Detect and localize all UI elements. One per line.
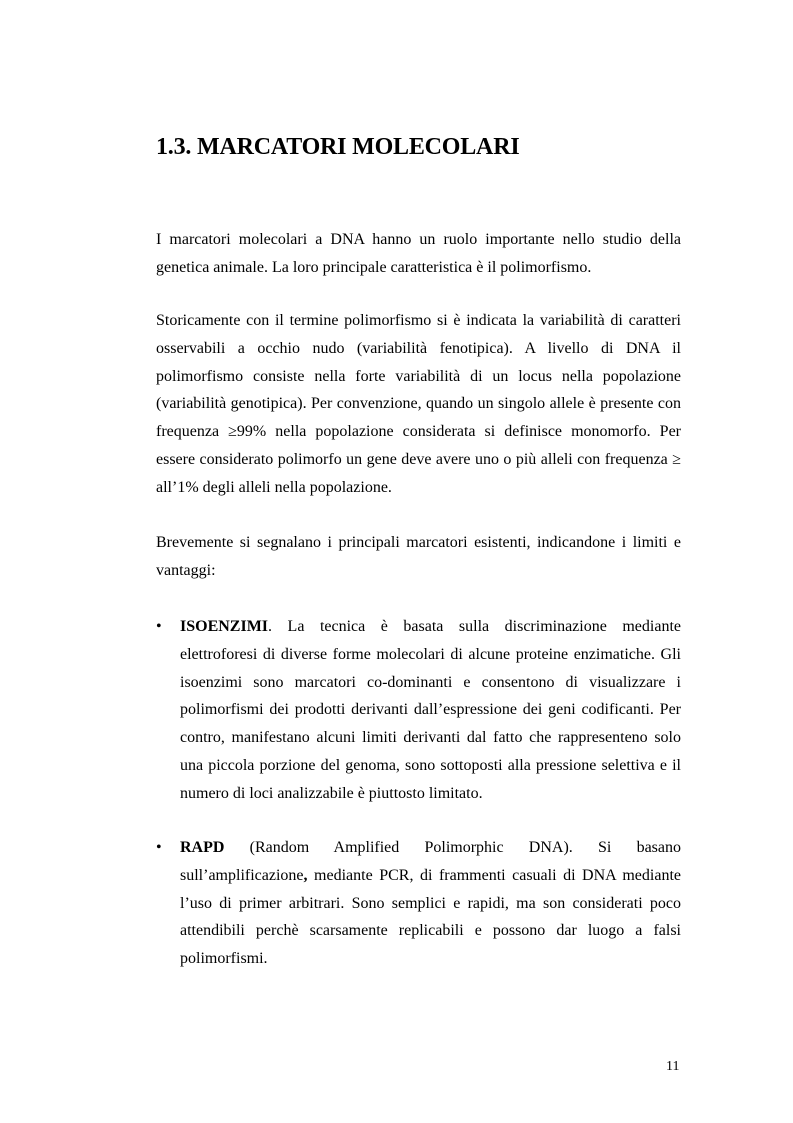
paragraph-polymorphism: Storicamente con il termine polimorfismo si è indicata la variabilità di caratteri osservabili a occhio nudo (variabilità fenotipica). A livello di DNA il polimorfismo consiste nella forte variabilità di un locus nella popolazione (variabilità genotipica). Per convenzione, quando un singolo allele è presente con frequenza ≥99% nella popolazione considerata si definisce monomorfo. Per essere considerato polimorfo un gene deve avere uno o più alleli con frequenza ≥ all’1% degli alleli nella popolazione. xyxy=(156,312,681,496)
list-item-description: . La tecnica è basata sulla discriminazione mediante elettroforesi di diverse forme molecolari di alcune proteine enzimatiche. Gli isoenzimi sono marcatori co-dominanti e consentono di visualizzare i polimorfismi dei prodotti derivanti dall’espressione dei geni codificanti. Per contro, manifestano alcuni limiti derivanti dal fatto che rappresenteno solo una piccola porzione del genoma, sono sottoposti alla pressione selettiva e il numero di loci analizzabile è piuttosto limitato. xyxy=(180,618,681,802)
list-item-comma: , xyxy=(303,866,308,884)
list-item-text xyxy=(180,613,681,808)
list-item-description: (Random Amplified Polimorphic DNA). Si basano sull’amplificazione xyxy=(180,839,681,884)
list-item-text xyxy=(180,834,681,973)
list-item-description-cont: mediante PCR, di frammenti casuali di DNA mediante l’uso di primer arbitrari. Sono semplici e rapidi, ma son considerati poco attendibili perchè scarsamente replicabili e possono dar luogo a falsi polimorfismi. xyxy=(180,866,681,968)
list-item-rapd xyxy=(156,834,681,973)
paragraph-markers-intro: Brevemente si segnalano i principali marcatori esistenti, indicandone i limiti e vantaggi: xyxy=(156,534,681,579)
bullet-icon: • xyxy=(156,618,162,635)
list-item-isoenzimi xyxy=(156,613,681,808)
section-heading: 1.3. MARCATORI MOLECOLARI xyxy=(156,134,520,160)
page-number: 11 xyxy=(666,1059,680,1074)
paragraph-intro: I marcatori molecolari a DNA hanno un ruolo importante nello studio della genetica animale. La loro principale caratteristica è il polimorfismo. xyxy=(156,231,681,276)
list-item-term: ISOENZIMI xyxy=(180,618,269,635)
list-item-term: RAPD xyxy=(180,839,225,856)
bullet-icon: • xyxy=(156,839,162,856)
